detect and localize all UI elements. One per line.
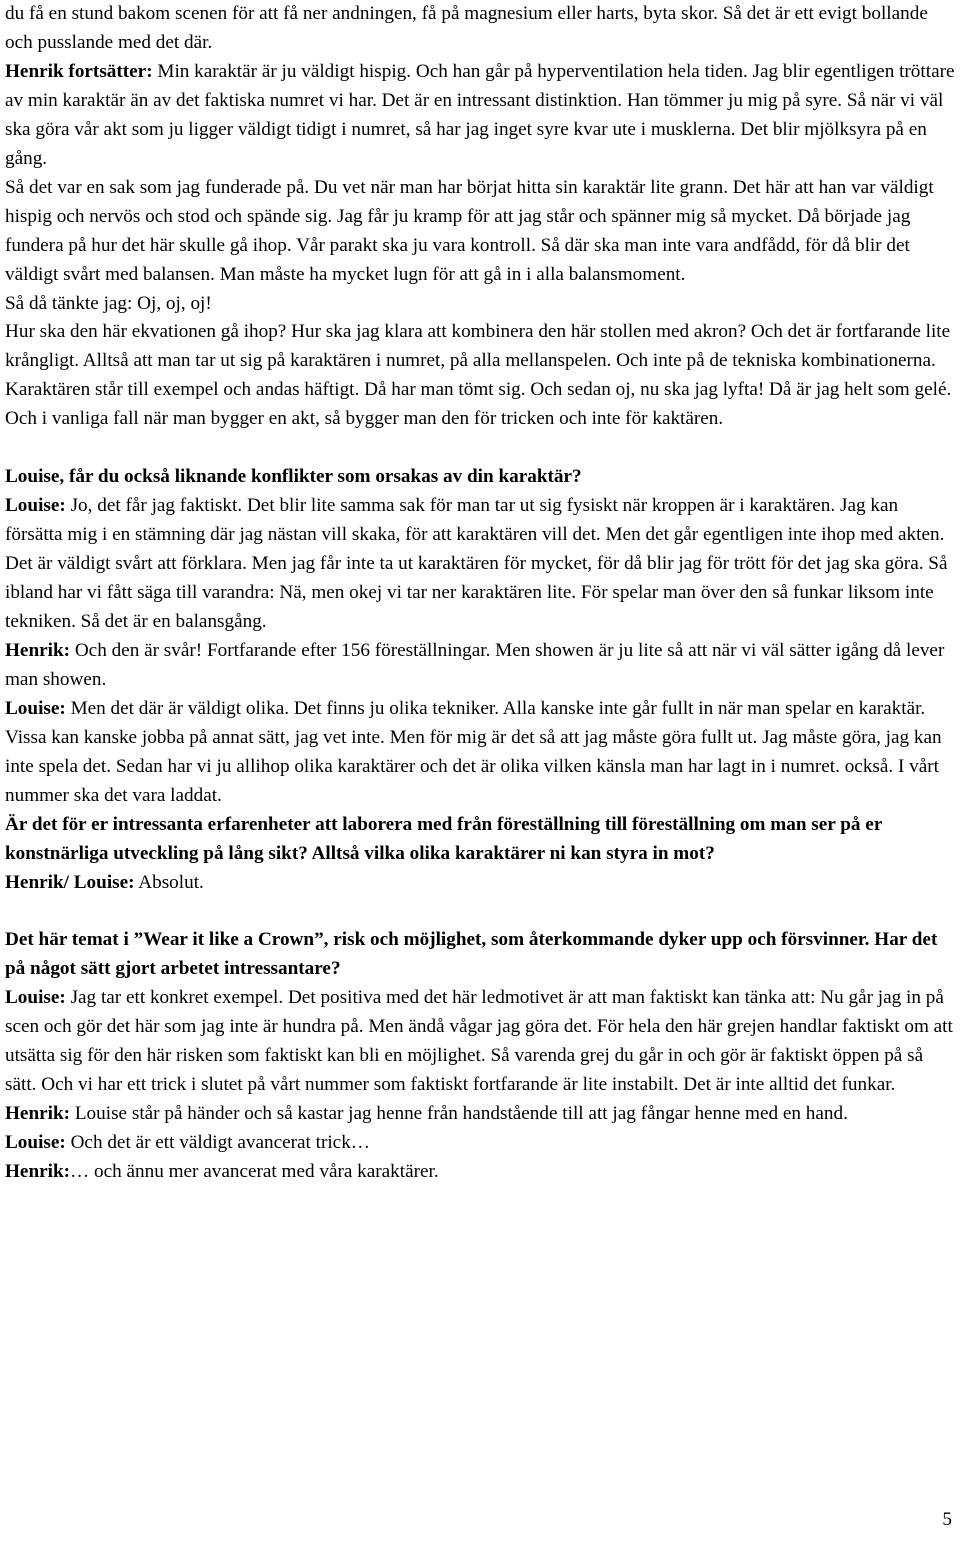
- paragraph-gap: [5, 434, 957, 463]
- answer-henrik-3: [5, 1158, 957, 1187]
- speaker-label: Louise:: [5, 1132, 66, 1154]
- answer-louise-4: [5, 1129, 957, 1158]
- answer-text: Och det är ett väldigt avancerat trick…: [65, 1132, 370, 1154]
- speaker-label: Louise:: [5, 987, 66, 1009]
- speaker-label: Henrik:: [5, 1161, 71, 1183]
- answer-henrik-2: [5, 1100, 957, 1129]
- speaker-label: Henrik:: [5, 1103, 71, 1125]
- question-text: Det här temat i ”Wear it like a Crown”, risk och möjlighet, som återkommande dyker upp och försvinner. Har det på något sätt gjort arbetet intressantare?: [5, 929, 938, 980]
- answer-text: Och den är svår! Fortfarande efter 156 föreställningar. Men showen är ju lite så att när vi väl sätter igång då lever man showen.: [5, 639, 945, 690]
- paragraph-text: Så då tänkte jag: Oj, oj, oj!: [5, 292, 212, 314]
- paragraph-tricks: [5, 405, 957, 434]
- question-theme: [5, 926, 957, 984]
- answer-henrik-1: [5, 637, 957, 695]
- paragraph-henrik-continues: [5, 58, 957, 174]
- question-louise-conflicts: [5, 463, 957, 492]
- answer-both: [5, 869, 957, 898]
- document-page: [5, 0, 957, 1187]
- paragraph-text: du få en stund bakom scenen för att få ner andningen, få på magnesium eller harts, byta skor. Så det är ett evigt bollande och pusslande med det där.: [5, 3, 928, 53]
- paragraph-character: [5, 174, 957, 290]
- answer-text: Jo, det får jag faktiskt. Det blir lite samma sak för man tar ut sig fysiskt när kroppen är i karaktären. Jag kan försätta mig i en stämning där jag nästan vill skaka, för att karaktären vill det. Men det går egentligen inte ihop med akten. Det är väldigt svårt att förklara. Men jag får inte ta ut karaktären för mycket, för då blir jag för trött för det jag ska göra. Så ibland har vi fått säga till varandra: Nä, men okej vi tar ner karaktären lite. För spelar man över den så funkar liksom inte tekniken. Så det är en balansgång.: [5, 495, 948, 632]
- speaker-label: Louise:: [5, 495, 66, 517]
- speaker-label: Henrik/ Louise:: [5, 871, 135, 893]
- paragraph-gap: [5, 898, 957, 927]
- paragraph-equation: [5, 318, 957, 405]
- answer-louise-3: [5, 984, 957, 1100]
- answer-text: … och ännu mer avancerat med våra karaktärer.: [70, 1161, 439, 1183]
- paragraph-text: Hur ska den här ekvationen gå ihop? Hur ska jag klara att kombinera den här stollen med akron? Och det är fortfarande lite krångligt. Alltså att man tar ut sig på karaktären i numret, på alla mellanspelen. Och inte på de tekniska kombinationerna. Karaktären står till exempel och andas häftigt. Då har man tömt sig. Och sedan oj, nu ska jag lyfta! Då är jag helt som gelé.: [5, 321, 952, 401]
- paragraph-text: Min karaktär är ju väldigt hispig. Och han går på hyperventilation hela tiden. Jag blir egentligen tröttare av min karaktär än av det faktiska numret vi har. Det är en intressant distinktion. Han tömmer ju mig på syre. Så när vi väl ska göra vår akt som ju ligger väldigt tidigt i numret, så har jag inget syre kvar ute i musklerna. Det blir mjölksyra på en gång.: [5, 60, 955, 169]
- answer-louise-2: [5, 695, 957, 811]
- answer-text: Men det där är väldigt olika. Det finns ju olika tekniker. Alla kanske inte går fullt in när man spelar en karaktär. Vissa kan kanske jobba på annat sätt, jag vet inte. Men för mig är det så att jag måste göra fullt ut. Jag måste göra, jag kan inte spela det. Sedan har vi ju allihop olika karaktärer och det är olika vilken känsla man har lagt in i numret. också. I vårt nummer ska det vara laddat.: [5, 697, 942, 806]
- paragraph-text: Och i vanliga fall när man bygger en akt, så bygger man den för tricken och inte för kaktären.: [5, 408, 724, 430]
- answer-text: Jag tar ett konkret exempel. Det positiva med det här ledmotivet är att man faktiskt kan tänka att: Nu går jag in på scen och gör det här som jag inte är hundra på. Men ändå vågar jag göra det. För hela den här grejen handlar faktiskt om att utsätta sig för den här risken som faktiskt kan bli en möjlighet. Så varenda grej du går in och gör är faktiskt öppen på så sätt. Och vi har ett trick i slutet på vårt nummer som faktiskt fortfarande är lite instabilt. Det är inte alltid det funkar.: [5, 987, 953, 1096]
- answer-text: Louise står på händer och så kastar jag henne från handstående till att jag fångar henne med en hand.: [70, 1103, 848, 1125]
- paragraph-exclamation: [5, 290, 957, 319]
- paragraph-text: Så det var en sak som jag funderade på. Du vet när man har börjat hitta sin karaktär lite grann. Det här att han var väldigt hispig och nervös och stod och spände sig. Jag får ju kramp för att jag står och spänner mig så mycket. Då började jag fundera på hur det här skulle gå ihop. Vår parakt ska ju vara kontroll. Så där ska man inte vara andfådd, för då blir det väldigt svårt med balansen. Man måste ha mycket lugn för att gå in i alla balansmoment.: [5, 176, 934, 285]
- answer-text: Absolut.: [134, 871, 204, 893]
- question-experiences: [5, 811, 957, 869]
- speaker-label: Louise:: [5, 697, 66, 719]
- speaker-label: Henrik fortsätter:: [5, 60, 153, 82]
- speaker-label: Henrik:: [5, 639, 71, 661]
- question-text: Louise, får du också liknande konflikter som orsakas av din karaktär?: [5, 466, 582, 488]
- page-number: 5: [942, 1509, 952, 1530]
- question-text: Är det för er intressanta erfarenheter att laborera med från föreställning till föreställning om man ser på er konstnärliga utveckling på lång sikt? Alltså vilka olika karaktärer ni kan styra in mot?: [5, 813, 882, 864]
- paragraph-intro: [5, 0, 957, 58]
- answer-louise-1: [5, 492, 957, 637]
